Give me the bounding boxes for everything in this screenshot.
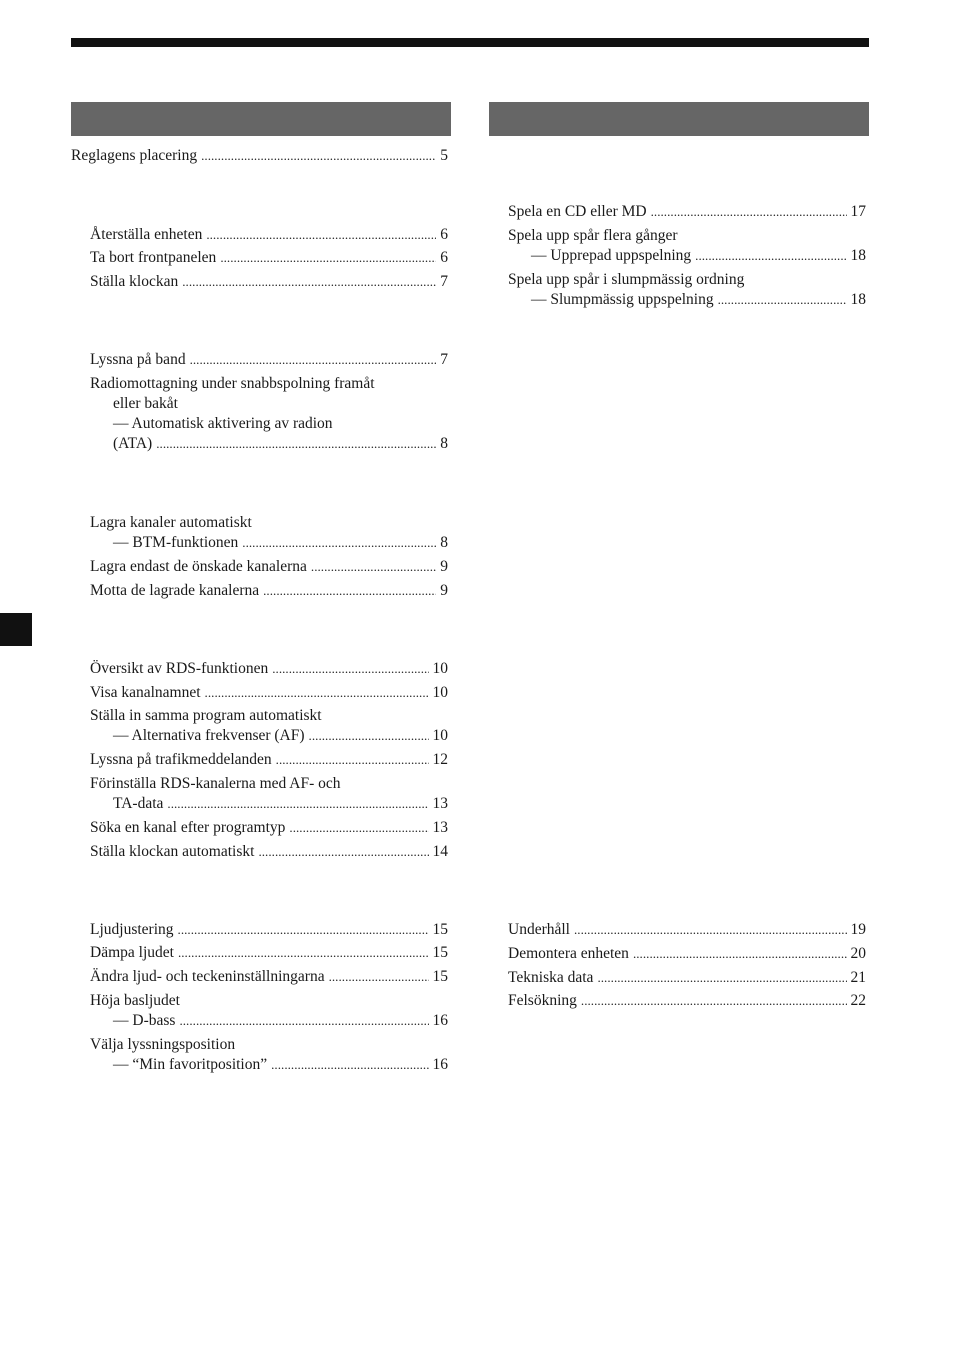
toc-entry-text: (ATA) [113,435,153,452]
toc-entry-title [90,659,448,679]
toc-entry-text: Översikt av RDS-funktionen [90,660,269,677]
toc-entry [90,513,448,553]
toc-entry-title [90,706,448,726]
toc-page-number: 22 [850,992,866,1009]
toc-entry [90,818,448,838]
toc-page-number: 9 [440,558,448,575]
toc-entry-text: Spela upp spår i slumpmässig ordning [508,271,745,288]
toc-entry-text: Felsökning [508,992,577,1009]
toc-page-number: 15 [432,968,448,985]
toc-page-number: 18 [850,291,866,308]
toc-entry-text: Lyssna på band [90,351,186,368]
toc-dot-leader [271,1055,428,1075]
toc-page-number: 9 [440,582,448,599]
toc-page-number: 6 [440,226,448,243]
toc-entry-subtitle [90,394,448,414]
toc-entry-title [508,920,866,940]
toc-entry-text: Lyssna på trafikmeddelanden [90,751,272,768]
toc-dot-leader [263,581,436,601]
toc-entry [90,248,448,268]
toc-entry [90,350,448,370]
toc-page-number: 10 [432,727,448,744]
toc-entry [90,943,448,963]
toc-entry [90,991,448,1031]
toc-dot-leader [258,842,428,862]
toc-entry [90,750,448,770]
toc-entry-title [90,272,448,292]
toc-entry-text: Ljudjustering [90,921,174,938]
toc-page-number: 12 [432,751,448,768]
toc-dot-leader [178,920,429,940]
toc-entry-title [508,944,866,964]
toc-dot-leader [178,943,429,963]
toc-entry-text: — “Min favoritposition” [113,1056,268,1073]
toc-page-number: 13 [432,819,448,836]
toc-entry-text: Ta bort frontpanelen [90,249,217,266]
toc-entry-title [508,270,866,290]
toc-page-number: 10 [432,684,448,701]
toc-entry [508,968,866,988]
toc-entry-title [90,943,448,963]
toc-page-number: 16 [432,1012,448,1029]
toc-entry-text: — Upprepad uppspelning [531,247,692,264]
toc-entry-text: — BTM-funktionen [113,534,239,551]
toc-dot-leader [179,1011,428,1031]
toc-page-number: 5 [440,147,448,164]
toc-entry-title [508,202,866,222]
toc-dot-leader [574,920,847,940]
toc-entry-subtitle [508,290,866,310]
toc-dot-leader [581,991,847,1011]
toc-entry [90,842,448,862]
toc-entry-text: Spela en CD eller MD [508,203,647,220]
toc-entry-title [90,248,448,268]
toc-entry [90,683,448,703]
toc-entry [508,270,866,310]
toc-dot-leader [633,944,847,964]
toc-entry [90,967,448,987]
toc-dot-leader [276,750,429,770]
toc-entry-title [90,581,448,601]
toc-entry-title [90,750,448,770]
toc-page-number: 7 [440,273,448,290]
page-side-tab [0,613,32,646]
toc-entry [90,272,448,292]
toc-dot-leader [201,146,436,166]
toc-entry-title [90,842,448,862]
toc-page-number: 16 [432,1056,448,1073]
toc-entry-title [508,968,866,988]
toc-page-number: 17 [850,203,866,220]
toc-dot-leader [651,202,847,222]
toc-entry-text: Reglagens placering [71,147,198,164]
toc-entry-text: Dämpa ljudet [90,944,174,961]
toc-entry-subtitle [90,1011,448,1031]
toc-entry-text: Ställa in samma program automatiskt [90,707,322,724]
toc-dot-leader [311,557,436,577]
toc-entry-title [71,146,448,166]
toc-entry-text: Ändra ljud- och teckeninställningarna [90,968,325,985]
toc-entry-text: Underhåll [508,921,570,938]
toc-page-number: 8 [440,534,448,551]
toc-page-number: 10 [432,660,448,677]
toc-entry-text: Visa kanalnamnet [90,684,201,701]
toc-entry-subtitle [90,794,448,814]
toc-entry-subtitle [508,246,866,266]
toc-entry [90,659,448,679]
toc-page-number: 14 [432,843,448,860]
toc-entry [90,920,448,940]
toc-entry-text: — Automatisk aktivering av radion [113,415,333,432]
toc-entry-title [508,226,866,246]
toc-entry-subtitle [90,434,448,454]
toc-dot-leader [309,726,429,746]
toc-dot-leader [182,272,436,292]
toc-entry-text: — Slumpmässig uppspelning [531,291,714,308]
toc-entry [508,226,866,266]
toc-page-number: 21 [850,969,866,986]
toc-entry-title [90,1035,448,1055]
toc-entry-text: Förinställa RDS-kanalerna med AF- och [90,775,341,792]
toc-entry-title [90,225,448,245]
toc-dot-leader [718,290,847,310]
toc-entry-text: Demontera enheten [508,945,629,962]
toc-entry-subtitle [90,533,448,553]
toc-page-number: 19 [850,921,866,938]
toc-entry-text: Tekniska data [508,969,594,986]
toc-dot-leader [695,246,846,266]
toc-entry-subtitle [90,1055,448,1075]
toc-entry-text: Höja basljudet [90,992,180,1009]
toc-entry [508,202,866,222]
toc-entry-text: Spela upp spår flera gånger [508,227,678,244]
toc-page-number: 15 [432,944,448,961]
toc-entry-text: Ställa klockan [90,273,179,290]
toc-dot-leader [272,659,428,679]
toc-entry-title [90,920,448,940]
toc-entry-title [90,350,448,370]
toc-dot-leader [156,434,436,454]
toc-entry-text: Välja lyssningsposition [90,1036,236,1053]
toc-entry [508,920,866,940]
toc-entry-text: Ställa klockan automatiskt [90,843,255,860]
toc-entry-title [90,774,448,794]
toc-entry-title [90,818,448,838]
right-section-header-bar [489,102,869,136]
left-section-header-bar [71,102,451,136]
toc-entry [90,581,448,601]
toc-entry [508,944,866,964]
toc-entry-subtitle [90,726,448,746]
toc-dot-leader [242,533,436,553]
toc-entry-title [90,513,448,533]
toc-entry-text: Söka en kanal efter programtyp [90,819,286,836]
toc-entry-title [90,967,448,987]
toc-entry [508,991,866,1011]
toc-entry-text: Motta de lagrade kanalerna [90,582,260,599]
toc-entry-text: eller bakåt [113,395,178,412]
toc-dot-leader [220,248,436,268]
toc-page-number: 6 [440,249,448,266]
toc-entry [90,225,448,245]
toc-dot-leader [190,350,437,370]
toc-entry-text: — Alternativa frekvenser (AF) [113,727,305,744]
toc-dot-leader [206,225,436,245]
toc-entry [90,374,448,454]
toc-entry [90,1035,448,1075]
toc-entry [90,557,448,577]
toc-entry-subtitle [90,414,448,434]
toc-entry-text: — D-bass [113,1012,176,1029]
toc-page-number: 13 [432,795,448,812]
toc-dot-leader [329,967,429,987]
toc-entry-text: Lagra endast de önskade kanalerna [90,558,307,575]
toc-page-number: 7 [440,351,448,368]
toc-entry-text: Radiomottagning under snabbspolning framåt [90,375,375,392]
toc-entry [90,774,448,814]
toc-entry-text: TA-data [113,795,164,812]
toc-entry-text: Lagra kanaler automatiskt [90,514,252,531]
toc-entry [90,706,448,746]
toc-dot-leader [167,794,428,814]
toc-dot-leader [289,818,428,838]
toc-entry-title [90,557,448,577]
toc-page-number: 20 [850,945,866,962]
top-rule [71,38,869,47]
toc-entry-text: Återställa enheten [90,226,203,243]
toc-entry-title [508,991,866,1011]
toc-page-number: 8 [440,435,448,452]
toc-entry-title [90,991,448,1011]
toc-page-number: 18 [850,247,866,264]
toc-entry [71,146,448,166]
toc-entry-title [90,683,448,703]
toc-entry-title [90,374,448,394]
toc-dot-leader [205,683,429,703]
toc-dot-leader [597,968,846,988]
toc-page-number: 15 [432,921,448,938]
